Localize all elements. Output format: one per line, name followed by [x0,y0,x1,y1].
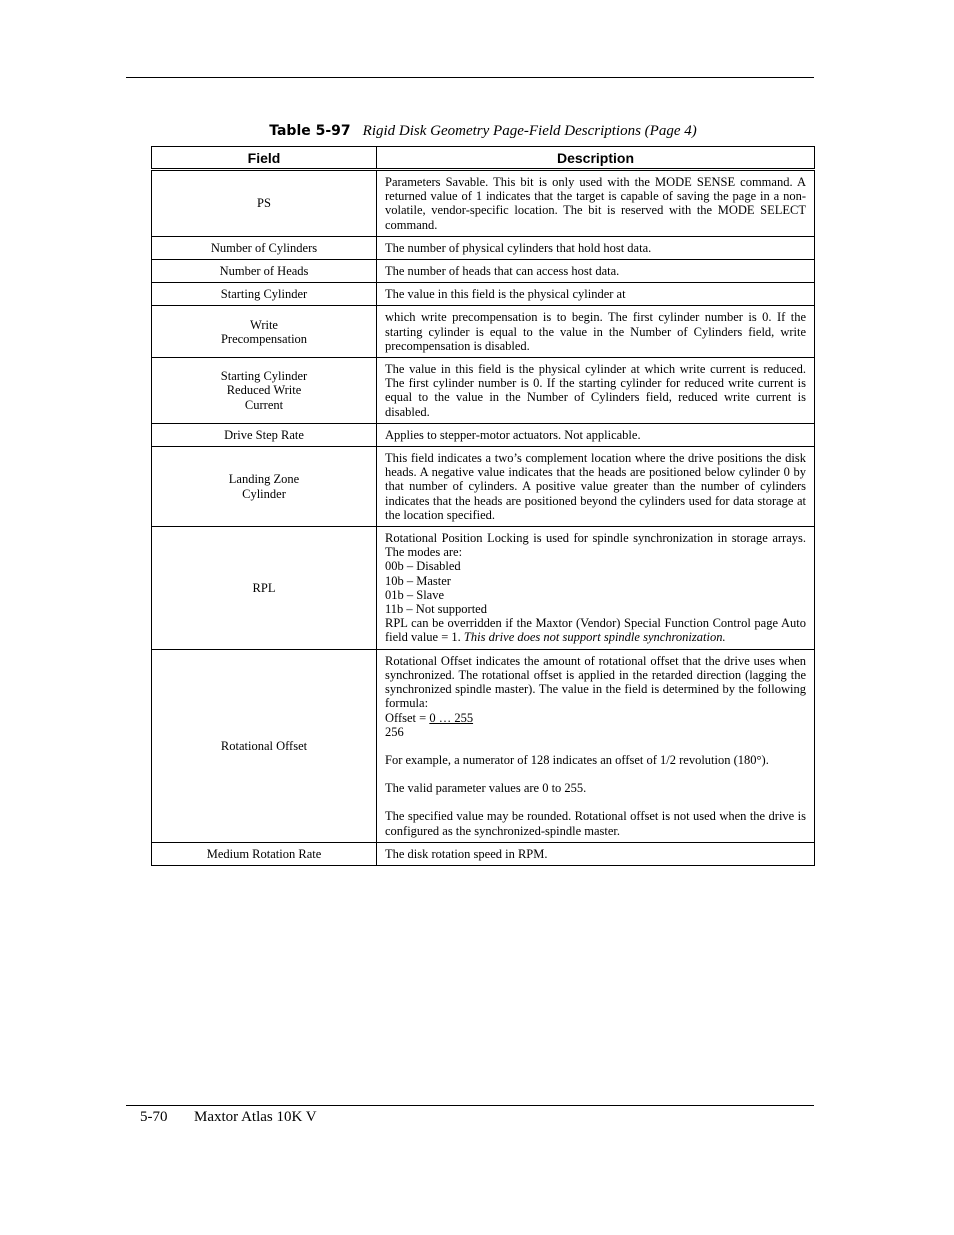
description-cell-rpl [377,527,815,650]
formula-prefix: Offset = [385,710,430,725]
rpl-note-text: RPL can be overridden if the Maxtor (Vendor) Special Function Control page Auto field value = 1. [385,616,806,645]
field-column-header: Field [152,147,377,170]
field-label-line: Precompensation [220,331,308,346]
rpl-mode: 11b – Not supported [385,602,487,617]
field-cell-heads: Number of Heads [152,260,377,283]
table-row [152,306,815,358]
rpl-mode: 10b – Master [385,573,451,588]
rpl-note [385,616,806,644]
rpl-intro: Rotational Position Locking is used for spindle synchronization in storage arrays. The modes are: [385,531,806,560]
field-cell-write-precompensation [152,306,377,358]
page-footer [140,1109,317,1126]
description-cell-rotational-offset [377,649,815,842]
field-descriptions-table [151,146,815,866]
table-row [152,170,815,237]
field-cell-landing-zone [152,447,377,527]
field-label-line: Cylinder [242,486,286,501]
field-label-line: Write [250,317,278,332]
table-caption [152,122,814,140]
field-cell-rotational-offset: Rotational Offset [152,649,377,842]
field-label-line: Landing Zone [228,472,300,487]
rpl-note-italic: This drive does not support spindle synchronization. [463,630,726,645]
table-header-row [152,147,815,170]
rpl-mode: 00b – Disabled [385,559,461,574]
field-cell-cylinders: Number of Cylinders [152,236,377,259]
rotational-offset-paragraph: Rotational Offset indicates the amount of rotational offset that the drive uses when synchronized. The rotational offset is applied in the retarded direction (lagging the synchronized spindle master). The value in the field is determined by the following formula: [385,653,806,711]
formula-numerator: 0 … 255 [429,710,474,725]
description-cell-write-precompensation: which write precompensation is to begin. The first cylinder number is 0. If the starting cylinder is equal to the value in the Number of Cylinders field, write precompensation is disabled. [377,306,815,358]
formula-denominator: 256 [385,724,404,739]
description-column-header: Description [377,147,815,170]
field-label-line: Current [244,397,284,412]
field-cell-drive-step-rate: Drive Step Rate [152,423,377,446]
table-number: Table 5-97 [269,123,351,139]
description-cell-drive-step-rate: Applies to stepper-motor actuators. Not applicable. [377,423,815,446]
rotational-offset-valid-values: The valid parameter values are 0 to 255. [385,781,587,796]
table-row [152,358,815,424]
description-cell-reduced-write-current: The value in this field is the physical cylinder at which write current is reduced. The first cylinder number is 0. If the starting cylinder for reduced write current is equal to the value in the Number of Cylinders field, reduced write current is disabled. [377,358,815,424]
description-cell-starting-cylinder: The value in this field is the physical cylinder at [377,283,815,306]
field-cell-ps: PS [152,170,377,237]
table-row [152,842,815,865]
field-cell-reduced-write-current [152,358,377,424]
table-row [152,527,815,650]
footer-rule [126,1105,814,1106]
rotational-offset-rounding-note: The specified value may be rounded. Rotational offset is not used when the drive is configured as the synchronized-spindle master. [385,809,806,838]
product-name: Maxtor Atlas 10K V [194,1109,317,1125]
field-cell-rpl: RPL [152,527,377,650]
rpl-mode: 01b – Slave [385,587,445,602]
description-cell-ps: Parameters Savable. This bit is only used with the MODE SENSE command. A returned value of 1 indicates that the target is capable of saving the page in a non-volatile, vendor-specific location. The bit is reserved with the MODE SELECT command. [377,170,815,237]
field-cell-medium-rotation-rate: Medium Rotation Rate [152,842,377,865]
description-cell-medium-rotation-rate: The disk rotation speed in RPM. [377,842,815,865]
description-cell-heads: The number of heads that can access host data. [377,260,815,283]
description-cell-cylinders: The number of physical cylinders that hold host data. [377,236,815,259]
field-label-line: Starting Cylinder [220,369,308,384]
rotational-offset-example: For example, a numerator of 128 indicates an offset of 1/2 revolution (180°). [385,752,769,767]
description-cell-landing-zone: This field indicates a two’s complement location where the drive positions the disk heads. A negative value indicates that the heads are positioned below cylinder 0 by that number of cylinders. A positive value greater than the number of cylinders indicates that the heads are positioned beyond the cylinders used for data storage at the location specified. [377,447,815,527]
field-label-line: Reduced Write [226,383,302,398]
offset-formula [385,711,806,725]
table-row [152,649,815,842]
table-row [152,447,815,527]
table-row [152,283,815,306]
table-title: Rigid Disk Geometry Page-Field Descriptions (Page 4) [362,123,697,139]
page-number: 5-70 [140,1109,168,1125]
table-row [152,236,815,259]
header-rule [126,77,814,78]
field-cell-starting-cylinder: Starting Cylinder [152,283,377,306]
table-row [152,260,815,283]
table-row [152,423,815,446]
